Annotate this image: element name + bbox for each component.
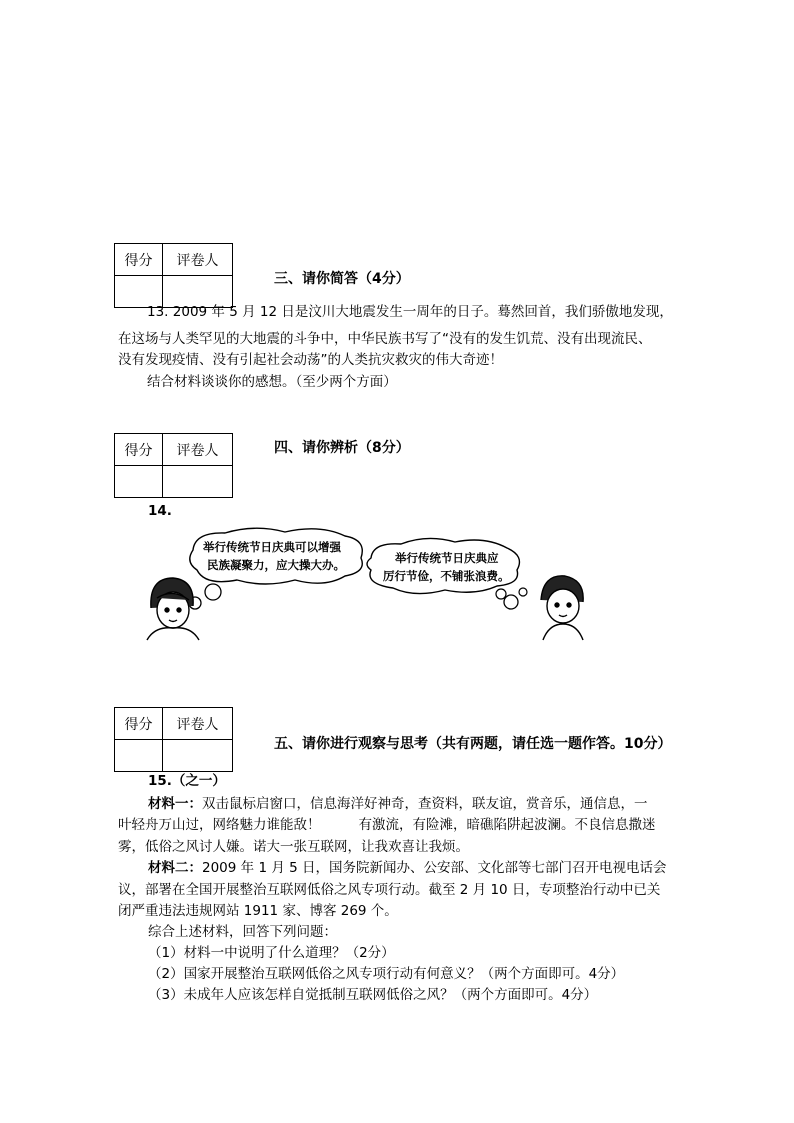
q15-sub3: （3）未成年人应该怎样自觉抵制互联网低俗之风？（两个方面即可。4分） <box>148 987 598 1003</box>
grader-label: 评卷人 <box>163 244 233 276</box>
boy-bubble-line1: 举行传统节日庆典应 <box>395 551 499 565</box>
q15-sub1: （1）材料一中说明了什么道理？（2分） <box>148 945 395 961</box>
grader-label: 评卷人 <box>163 434 233 466</box>
section5-heading: 五、请你进行观察与思考（共有两题，请任选一题作答。10分） <box>274 736 672 752</box>
score-label: 得分 <box>115 708 163 740</box>
q13-line3: 没有发现疫情、没有引起社会动荡”的人类抗灾救灾的伟大奇迹！ <box>118 352 503 368</box>
section4-heading: 四、请你辨析（8分） <box>274 440 410 456</box>
q15-prompt: 综合上述材料，回答下列问题： <box>148 924 337 940</box>
material1-line3: 雾，低俗之风讨人嫌。诺大一张互联网，让我欢喜让我烦。 <box>118 839 469 855</box>
boy-thought-bubble <box>367 538 527 609</box>
score-label: 得分 <box>115 244 163 276</box>
score-table-section3 <box>114 243 233 308</box>
debate-cartoon <box>145 520 585 645</box>
material2-label: 材料二： <box>148 860 202 876</box>
material1-line1 <box>148 794 648 814</box>
q13-line2: 在这场与人类罕见的大地震的斗争中，中华民族书写了“没有的发生饥荒、没有出现流民、 <box>118 331 652 347</box>
material2-line2: 议，部署在全国开展整治互联网低俗之风专项行动。截至 2 月 10 日，专项整治行动中已关 <box>118 882 661 898</box>
score-cell[interactable] <box>115 740 163 772</box>
boy-figure <box>541 576 583 640</box>
grader-cell[interactable] <box>163 740 233 772</box>
grader-cell[interactable] <box>163 466 233 498</box>
material1-text2a: 叶轻舟万山过，网络魅力谁能敌！ <box>118 817 321 833</box>
q14-number: 14. <box>148 503 172 519</box>
material2-text1: 2009 年 1 月 5 日，国务院新闻办、公安部、文化部等七部门召开电视电话会 <box>202 860 667 876</box>
girl-bubble-line1: 举行传统节日庆典可以增强 <box>203 540 341 554</box>
material1-text1: 双击鼠标启窗口，信息海洋好神奇，查资料，联友谊，赏音乐，通信息，一 <box>202 796 648 812</box>
girl-bubble-line2: 民族凝聚力，应大操大办。 <box>207 558 345 572</box>
section3-heading: 三、请你简答（4分） <box>274 271 410 287</box>
material2-line3: 闭严重违法违规网站 1911 家、博客 269 个。 <box>118 903 398 919</box>
score-cell[interactable] <box>115 466 163 498</box>
score-table-section4 <box>114 433 233 498</box>
material2-line1 <box>148 858 667 878</box>
boy-bubble-line2: 厉行节俭，不铺张浪费。 <box>383 569 510 583</box>
score-label: 得分 <box>115 434 163 466</box>
girl-figure <box>147 578 199 640</box>
material1-label: 材料一： <box>148 796 202 812</box>
score-table-section5 <box>114 707 233 772</box>
grader-label: 评卷人 <box>163 708 233 740</box>
girl-thought-bubble <box>179 528 362 615</box>
q13-prompt: 结合材料谈谈你的感想。（至少两个方面） <box>147 374 397 390</box>
q15-number: 15.（之一） <box>148 773 226 789</box>
material1-text2b: 有激流，有险滩，暗礁陷阱起波澜。不良信息撒迷 <box>358 817 656 833</box>
material1-line2 <box>118 815 656 835</box>
q13-line1: 13. 2009 年 5 月 12 日是汶川大地震发生一周年的日子。蓦然回首，我们骄傲地发现， <box>147 304 673 320</box>
q15-sub2: （2）国家开展整治互联网低俗之风专项行动有何意义？（两个方面即可。4分） <box>148 966 625 982</box>
